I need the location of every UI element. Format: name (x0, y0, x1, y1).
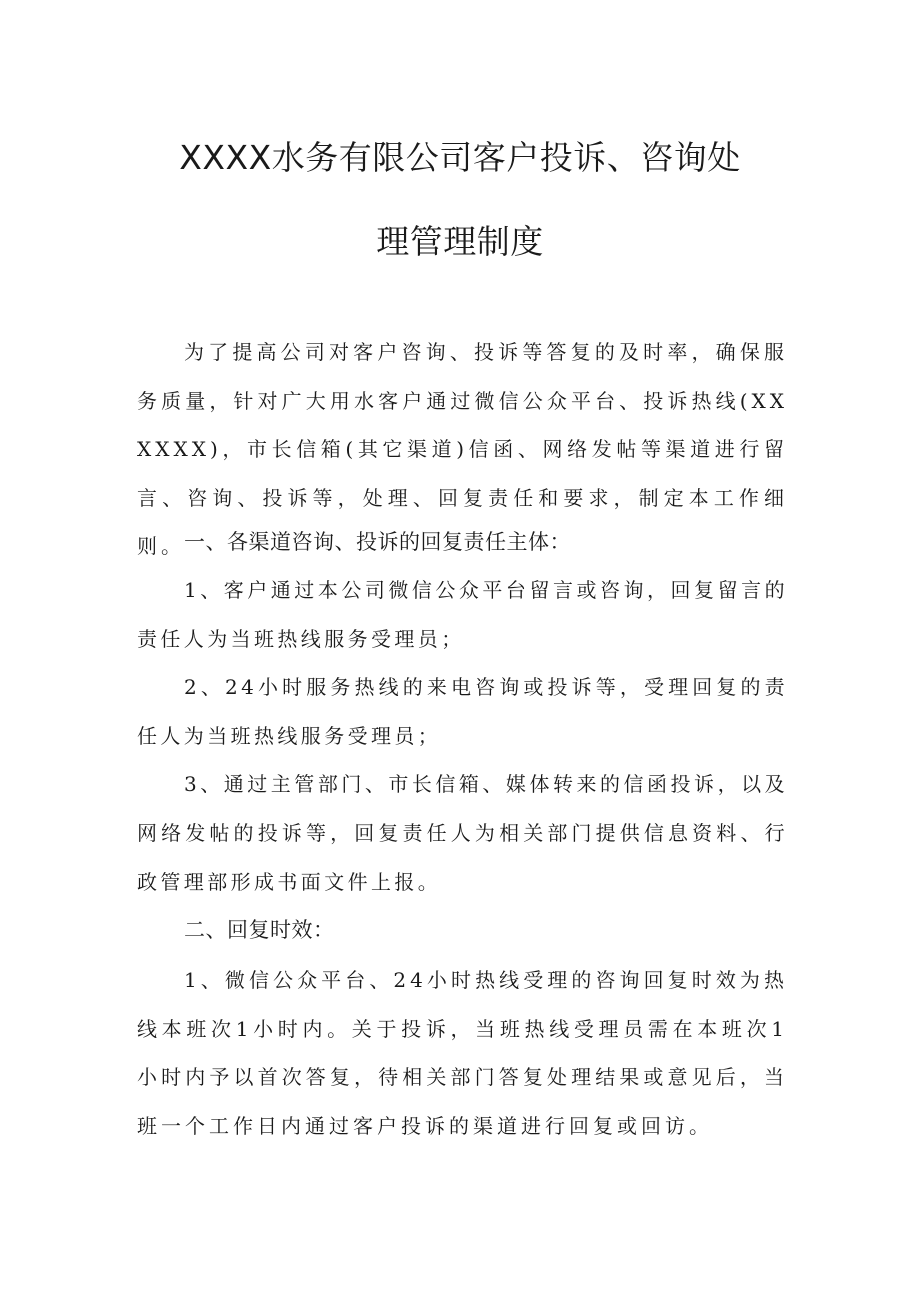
document-title-line2: 理管理制度 (376, 222, 544, 261)
section2-body (137, 956, 788, 1150)
intro-paragraph: 为了提高公司对客户咨询、投诉等答复的及时率，确保服务质量，针对广大用水客户通过微信公众平台、投诉热线(XXXXXX)，市长信箱(其它渠道)信函、网络发帖等渠道进行留言、咨询、投诉等，处理、回复责任和要求，制定本工作细则。 (137, 340, 788, 559)
document-title-line1: XXXX水务有限公司客户投诉、咨询处 (179, 138, 741, 177)
section1-item-2: 2、24小时服务热线的来电咨询或投诉等，受理回复的责任人为当班热线服务受理员； (137, 675, 788, 748)
section2-heading: 二、回复时效： (184, 918, 335, 942)
section1-item-1: 1、客户通过本公司微信公众平台留言或咨询，回复留言的责任人为当班热线服务受理员； (137, 578, 788, 651)
section1-item-3: 3、通过主管部门、市长信箱、媒体转来的信函投诉，以及网络发帖的投诉等，回复责任人为相关部门提供信息资料、行政管理部形成书面文件上报。 (137, 772, 788, 894)
section1-heading: 一、各渠道咨询、投诉的回复责任主体： (184, 530, 571, 554)
section2-item-1: 1、微信公众平台、24小时热线受理的咨询回复时效为热线本班次1小时内。关于投诉，当班热线受理员需在本班次1小时内予以首次答复，待相关部门答复处理结果或意见后，当班一个工作日内通过客户投诉的渠道进行回复或回访。 (137, 968, 788, 1138)
section1-body (137, 566, 788, 906)
